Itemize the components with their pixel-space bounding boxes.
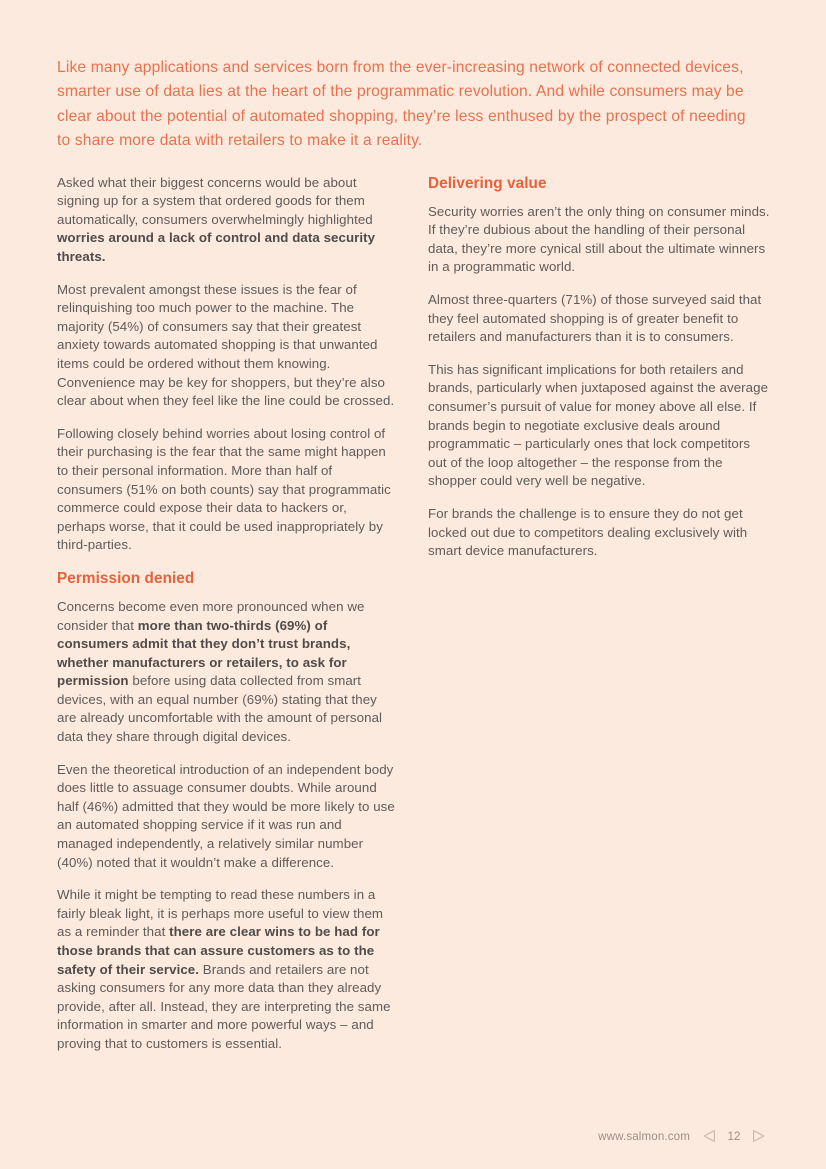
right-paragraph-2: Almost three-quarters (71%) of those surveyed said that they feel automated shopping is of greater benefit to retailers and manufacturers than it is to consumers. (428, 292, 762, 345)
intro-standfirst: Like many applications and services born from the ever-increasing network of connected devices, smarter use of data lies at the heart of the programmatic revolution. And while consumers may be clear about the potential of automated shopping, they’re less enthused by the prospect of needing to share more data with retailers to make it a reality. (57, 59, 746, 150)
heading-permission-denied: Permission denied (57, 569, 195, 587)
left-paragraph-6-lead: While it might be tempting to read these numbers in a fairly bleak light, it is perhaps more useful to view them as a reminder that (57, 887, 384, 940)
left-paragraph-5: Even the theoretical introduction of an independent body does little to assuage consumer doubts. While around half (46%) admitted that they would be more likely to use an automated shopping service if it was run and managed independently, a relatively similar number (40%) noted that it wouldn’t make a difference. (57, 761, 395, 870)
left-paragraph-6-tail: Brands and retailers are not asking consumers for any more data than they already provide, after all. Instead, they are interpreting the same information in smarter and more powerful ways – and proving that to customers is essential. (57, 961, 391, 1051)
current-page-number: 12 (727, 1129, 741, 1143)
left-paragraph-3: Following closely behind worries about losing control of their purchasing is the fear that the same might happen to their personal information. More than half of consumers (51% on both counts) say that programmatic commerce could expose their data to hackers or, perhaps worse, that it could be used inappropriately by third-parties. (57, 425, 391, 553)
left-paragraph-1-lead: Asked what their biggest concerns would be about signing up for a system that ordered goods for them automatically, consumers overwhelmingly highlighted (57, 174, 373, 227)
heading-delivering-value: Delivering value (428, 174, 547, 192)
page-footer (598, 1129, 765, 1143)
triangle-right-icon[interactable] (752, 1129, 765, 1143)
left-paragraph-2: Most prevalent amongst these issues is the fear of relinquishing too much power to the machine. The majority (54%) of consumers say that their greatest anxiety towards automated shopping is that unwanted items could be ordered without them knowing. Convenience may be key for shoppers, but they’re also clear about when they feel like the line could be crossed. (57, 281, 395, 409)
right-column (428, 174, 770, 575)
footer-website-url[interactable]: www.salmon.com (598, 1129, 690, 1143)
triangle-left-icon[interactable] (703, 1129, 716, 1143)
right-paragraph-3: This has significant implications for both retailers and brands, particularly when juxtaposed against the average consumer’s pursuit of value for money above all else. If brands begin to negotiate exclusive deals around programmatic – particularly ones that lock competitors out of the loop altogether – the response from the shopper could very well be negative. (428, 361, 769, 489)
left-paragraph-6 (57, 886, 399, 1053)
left-paragraph-1 (57, 174, 399, 267)
left-paragraph-4 (57, 598, 399, 747)
left-paragraph-6-emphasis: there are clear wins to be had for those brands that can assure customers as to the safety of their service. (57, 924, 380, 977)
left-paragraph-4-emphasis: more than two-thirds (69%) of consumers admit that they don’t trust brands, whether manufacturers or retailers, to ask for permission (57, 617, 351, 689)
left-column (57, 174, 399, 1068)
right-paragraph-4: For brands the challenge is to ensure they do not get locked out due to competitors dealing exclusively with smart device manufacturers. (428, 505, 748, 559)
left-paragraph-4-lead: Concerns become even more pronounced when we consider that (57, 598, 365, 633)
left-paragraph-1-emphasis: worries around a lack of control and data security threats. (57, 230, 376, 264)
page-navigation (703, 1129, 765, 1143)
two-column-body (57, 174, 770, 1068)
left-paragraph-4-tail: before using data collected from smart devices, with an equal number (69%) stating that they are already uncomfortable with the amount of personal data they share through digital devices. (57, 673, 383, 745)
right-paragraph-1: Security worries aren’t the only thing on consumer minds. If they’re dubious about the handling of their personal data, they’re more cynical still about the ultimate winners in a programmatic world. (428, 203, 770, 275)
